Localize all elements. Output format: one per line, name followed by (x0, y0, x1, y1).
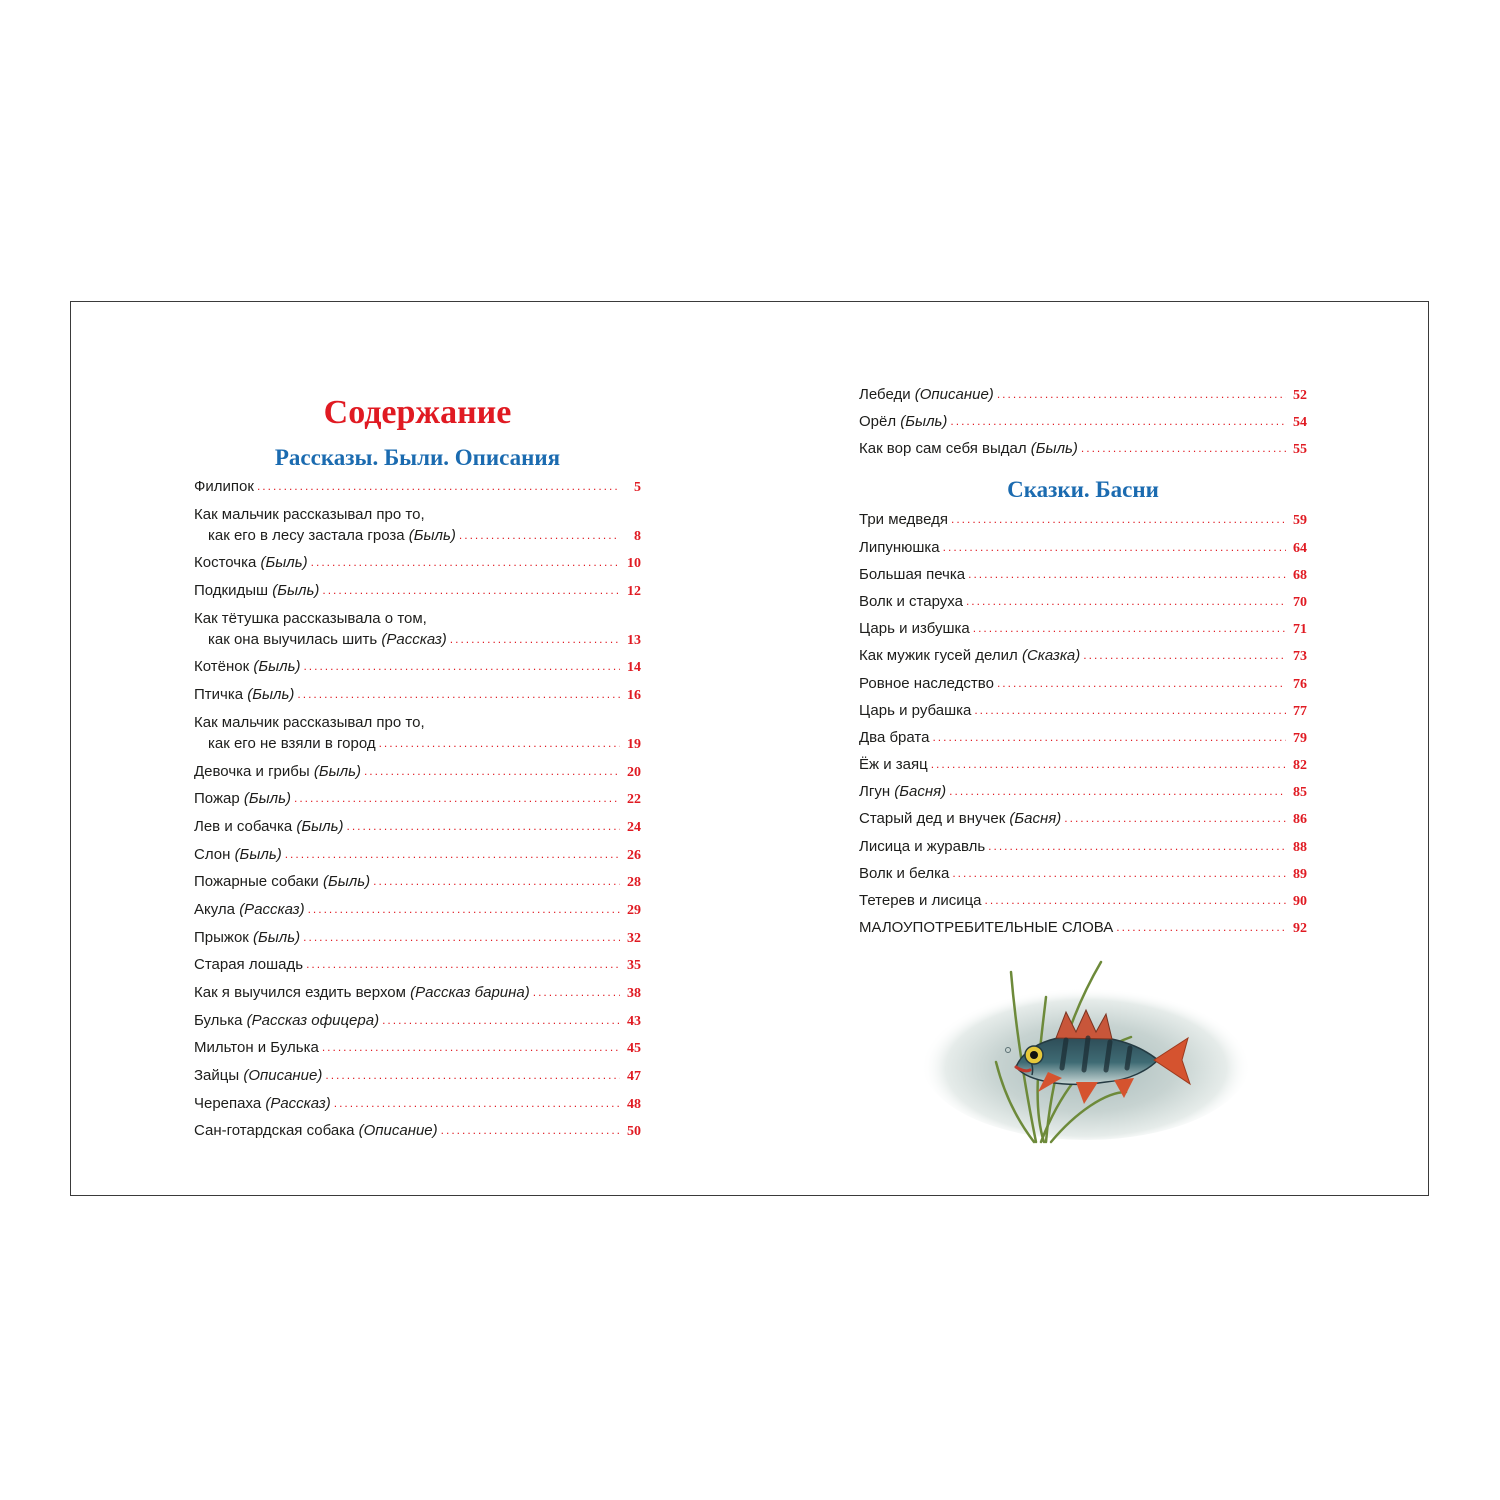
toc-entry-title (194, 552, 308, 573)
toc-entry-title (859, 781, 946, 802)
toc-entry-genre: (Рассказ офицера) (246, 1011, 380, 1029)
toc-entry-page-number: 38 (627, 986, 641, 1001)
dot-leader (303, 656, 620, 677)
toc-entry (194, 712, 641, 755)
toc-entry-title-text: Липунюшка (859, 538, 940, 556)
right-page-column (859, 384, 1307, 944)
toc-entry-page-number: 68 (1293, 567, 1307, 583)
dot-leader (952, 863, 1286, 884)
toc-entry-page-number: 22 (627, 792, 641, 808)
toc-entry-genre: (Быль) (313, 762, 361, 780)
toc-entry-title-text: Старая лошадь (194, 956, 304, 974)
toc-entry-title (859, 537, 940, 558)
toc-entry-title (194, 788, 291, 809)
toc-entry-title-text: Лебеди (859, 386, 911, 403)
toc-entry (194, 844, 641, 866)
toc-entry-genre: (Басня) (894, 783, 947, 801)
toc-entry-title-line1: Как мальчик рассказывал про то, (194, 505, 425, 523)
toc-entry (194, 871, 641, 893)
toc-entry-title (859, 411, 947, 432)
toc-entry-title-text: Филипок (194, 478, 254, 495)
toc-entry-genre: (Быль) (408, 526, 456, 544)
toc-entry (194, 927, 641, 949)
dot-leader (306, 954, 620, 975)
dot-leader (943, 537, 1286, 558)
dot-leader (985, 890, 1286, 911)
toc-entry-page-number: 92 (1293, 921, 1307, 937)
dot-leader (988, 836, 1286, 857)
toc-entry-page-number: 73 (1293, 649, 1307, 665)
toc-entry-title-text: Старый дед и внучек (859, 810, 1006, 828)
toc-entry (194, 816, 641, 838)
dot-leader (441, 1120, 620, 1141)
toc-entry-page-number: 29 (627, 902, 641, 918)
toc-entry (859, 836, 1307, 858)
toc-entry (859, 673, 1307, 695)
toc-entry-title-text: Сан-готардская собака (194, 1122, 355, 1140)
toc-entry-title-text: Пожар (194, 790, 240, 808)
toc-entry-title (859, 863, 949, 884)
dot-leader (322, 1037, 620, 1058)
toc-entry (859, 863, 1307, 885)
toc-entry-title-text: Царь и избушка (859, 620, 970, 638)
toc-entry-page-number: 47 (627, 1069, 641, 1085)
dot-leader (347, 816, 620, 837)
dot-leader (997, 673, 1286, 694)
toc-entry (859, 645, 1307, 667)
toc-entry-page-number: 24 (627, 819, 641, 835)
dot-leader (308, 899, 620, 920)
toc-entry (194, 1065, 641, 1087)
toc-entry-page-number: 55 (1293, 442, 1307, 458)
dot-leader (1116, 917, 1286, 938)
toc-entry (859, 618, 1307, 640)
toc-entry-title (208, 733, 376, 754)
toc-entry-title-text: Три медведя (859, 511, 948, 529)
toc-entry-page-number: 76 (1293, 676, 1307, 692)
toc-list-tales (859, 509, 1307, 939)
toc-entry-title-text: Ровное наследство (859, 674, 994, 692)
toc-entry-title-text: Ёж и заяц (859, 756, 928, 774)
dot-leader (382, 1010, 620, 1031)
toc-entry-page-number: 16 (627, 688, 641, 704)
toc-entry-page-number: 64 (1293, 540, 1307, 556)
toc-entry (859, 564, 1307, 586)
toc-entry-genre: (Быль) (296, 817, 344, 835)
book-spread (70, 301, 1429, 1196)
dot-leader (325, 1065, 620, 1086)
toc-entry-title-text: МАЛОУПОТРЕБИТЕЛЬНЫЕ СЛОВА (859, 919, 1114, 937)
toc-entry-title (194, 844, 282, 865)
dot-leader (1083, 645, 1286, 666)
toc-entry (194, 684, 641, 706)
toc-entry-title-line1: Как мальчик рассказывал про то, (194, 713, 425, 731)
toc-entry-page-number: 71 (1293, 622, 1307, 638)
section-title-tales: Сказки. Басни (1007, 477, 1159, 503)
toc-entry-genre: (Быль) (247, 686, 295, 704)
toc-entry-title-text: Орёл (859, 413, 897, 431)
toc-entry-title-text: Как вор сам себя выдал (859, 440, 1027, 458)
toc-entry-page-number: 8 (634, 528, 641, 544)
toc-entry (194, 1093, 641, 1115)
toc-entry-page-number: 88 (1293, 839, 1307, 855)
toc-entry-title (194, 476, 254, 497)
toc-entry-page-number: 82 (1293, 758, 1307, 774)
toc-entry-title-text: Волк и белка (859, 864, 950, 882)
toc-entry-genre: (Рассказ) (265, 1094, 331, 1112)
toc-entry-page-number: 79 (1293, 730, 1307, 746)
toc-entry-page-number: 85 (1293, 785, 1307, 801)
toc-entry-title-text: Большая печка (859, 565, 966, 583)
toc-entry-genre: (Быль) (253, 658, 301, 676)
toc-entry-title (194, 1120, 438, 1141)
toc-entry-page-number: 89 (1293, 866, 1307, 882)
dot-leader (931, 754, 1286, 775)
toc-entry (194, 761, 641, 783)
toc-entry-page-number: 19 (627, 736, 641, 752)
dot-leader (968, 564, 1286, 585)
toc-entry (194, 476, 641, 498)
toc-entry-genre: (Быль) (322, 873, 371, 891)
dot-leader (322, 580, 620, 601)
toc-entry (194, 982, 641, 1004)
toc-entry-page-number: 5 (634, 480, 641, 495)
toc-entry (194, 656, 641, 678)
dot-leader (379, 733, 620, 754)
dot-leader (949, 781, 1286, 802)
toc-entry (194, 1120, 641, 1142)
toc-entry-page-number: 52 (1293, 388, 1307, 403)
toc-entry (194, 552, 641, 574)
toc-entry-genre: (Рассказ барина) (410, 984, 530, 1001)
dot-leader (533, 982, 620, 1003)
contents-title: Содержание (323, 394, 512, 431)
toc-entry (859, 700, 1307, 722)
toc-entry-title (194, 982, 530, 1003)
toc-entry-title-text: как она выучилась шить (208, 630, 378, 648)
toc-entry-genre: (Описание) (358, 1122, 438, 1140)
toc-entry (859, 537, 1307, 559)
toc-entry-page-number: 10 (627, 556, 641, 572)
toc-entry-title-text: Слон (194, 845, 231, 863)
toc-entry-genre: (Быль) (1030, 440, 1078, 458)
toc-entry (194, 1010, 641, 1032)
toc-entry-title-text: Косточка (194, 554, 257, 572)
toc-entry-page-number: 50 (627, 1124, 641, 1140)
toc-entry-title (859, 917, 1113, 938)
toc-entry (859, 384, 1307, 406)
toc-entry-page-number: 59 (1293, 513, 1307, 529)
toc-entry-title-text: Волк и старуха (859, 592, 963, 610)
dot-leader (1064, 808, 1286, 829)
toc-entry-genre: (Рассказ) (239, 900, 305, 918)
toc-entry-title-line1: Как тётушка рассказывала о том, (194, 609, 427, 627)
toc-entry (194, 608, 641, 651)
toc-entry-page-number: 13 (627, 632, 641, 648)
toc-entry (859, 411, 1307, 433)
toc-entry-title-text: как его не взяли в город (208, 734, 376, 752)
toc-entry (859, 754, 1307, 776)
toc-entry-title-text: Как мужик гусей делил (859, 647, 1018, 665)
toc-entry-title-text: Прыжок (194, 928, 249, 946)
toc-entry-title (194, 954, 303, 975)
toc-entry (859, 727, 1307, 749)
toc-entry-genre: (Быль) (260, 554, 308, 572)
toc-entry-genre: (Быль) (243, 790, 291, 808)
dot-leader (373, 871, 620, 892)
toc-entry-title-text: Булька (194, 1011, 243, 1029)
toc-entry (859, 917, 1307, 939)
toc-entry-page-number: 45 (627, 1041, 641, 1057)
toc-entry-title-text: Птичка (194, 686, 244, 704)
toc-entry (194, 580, 641, 602)
dot-leader (932, 727, 1286, 748)
toc-entry-title (859, 645, 1080, 666)
toc-entry-page-number: 48 (627, 1096, 641, 1112)
toc-entry-title (194, 1010, 379, 1031)
toc-entry-title (194, 899, 305, 920)
toc-entry-title (194, 1037, 319, 1058)
toc-entry-title (859, 754, 928, 775)
toc-entry (194, 788, 641, 810)
dot-leader (459, 525, 620, 546)
toc-entry-title-text: Лисица и журавль (859, 837, 986, 855)
dot-leader (334, 1093, 620, 1114)
toc-entry-title (859, 700, 971, 721)
toc-entry-title (194, 871, 370, 892)
toc-entry (859, 890, 1307, 912)
toc-entry-title (194, 684, 294, 705)
toc-entry-title-text: Тетерев и лисица (859, 892, 982, 909)
toc-entry (194, 1037, 641, 1059)
toc-entry-title-text: как его в лесу застала гроза (208, 526, 405, 544)
toc-entry (859, 509, 1307, 531)
toc-entry-page-number: 77 (1293, 703, 1307, 719)
dot-leader (997, 384, 1286, 405)
toc-entry-page-number: 35 (627, 958, 641, 974)
toc-entry-genre: (Описание) (243, 1067, 323, 1085)
toc-entry-title-text: Лев и собачка (194, 817, 293, 835)
dot-leader (974, 700, 1286, 721)
toc-entry-title (208, 525, 456, 546)
toc-entry-page-number: 12 (627, 584, 641, 600)
toc-entry (194, 899, 641, 921)
toc-list-stories (194, 476, 641, 1142)
toc-entry-title (194, 580, 319, 601)
left-page-column (194, 384, 641, 1148)
toc-entry-page-number: 86 (1293, 812, 1307, 828)
toc-entry (859, 808, 1307, 830)
toc-entry-title (194, 816, 344, 837)
toc-entry-title-text: Мильтон и Булька (194, 1039, 319, 1057)
dot-leader (297, 684, 620, 705)
section-title-stories: Рассказы. Были. Описания (274, 445, 561, 470)
toc-entry-title (859, 564, 965, 585)
dot-leader (966, 591, 1286, 612)
toc-entry-genre: (Быль) (253, 928, 301, 946)
toc-entry-title-text: Лгун (859, 783, 891, 801)
dot-leader (294, 788, 620, 809)
dot-leader (364, 761, 620, 782)
toc-entry-genre: (Быль) (900, 413, 948, 431)
toc-entry-title-text: Черепаха (194, 1094, 262, 1112)
toc-entry-title (194, 656, 300, 677)
toc-entry-title (194, 927, 300, 948)
toc-entry-page-number: 43 (627, 1013, 641, 1029)
toc-entry-title-text: Царь и рубашка (859, 701, 972, 719)
toc-entry (194, 504, 641, 547)
toc-entry-page-number: 14 (627, 660, 641, 676)
toc-entry-page-number: 32 (627, 930, 641, 946)
dot-leader (951, 509, 1286, 530)
dot-leader (311, 552, 620, 573)
toc-entry (859, 438, 1307, 460)
dot-leader (450, 629, 620, 650)
toc-entry-genre: (Описание) (914, 386, 994, 403)
toc-entry-page-number: 26 (627, 847, 641, 863)
toc-entry-page-number: 54 (1293, 415, 1307, 431)
toc-entry-title (859, 384, 994, 405)
toc-entry-title (859, 673, 994, 694)
toc-entry-genre: (Сказка) (1021, 647, 1081, 665)
toc-entry-title (859, 836, 985, 857)
toc-entry-title (194, 1065, 322, 1086)
toc-entry-title-text: Пожарные собаки (194, 873, 319, 891)
toc-entry-genre: (Басня) (1009, 810, 1062, 828)
toc-list-continued (859, 384, 1307, 460)
toc-entry-title (859, 808, 1061, 829)
toc-entry-genre: (Быль) (234, 845, 282, 863)
dot-leader (257, 476, 620, 497)
toc-entry-genre: (Рассказ) (381, 630, 447, 648)
toc-entry-page-number: 20 (627, 764, 641, 780)
dot-leader (1081, 438, 1286, 459)
toc-entry-title (194, 761, 361, 782)
toc-entry-title (859, 618, 970, 639)
toc-entry-title (859, 509, 948, 530)
toc-entry-title-text: Два брата (859, 728, 930, 746)
toc-entry-title (859, 591, 963, 612)
dot-leader (973, 618, 1286, 639)
toc-entry (194, 954, 641, 976)
toc-entry-page-number: 90 (1293, 894, 1307, 909)
toc-entry (859, 591, 1307, 613)
toc-entry-title-text: Подкидыш (194, 582, 269, 600)
toc-entry-title-text: Девочка и грибы (194, 762, 310, 780)
toc-entry-title-text: Как я выучился ездить верхом (194, 984, 406, 1001)
toc-entry-page-number: 70 (1293, 594, 1307, 610)
dot-leader (950, 411, 1286, 432)
toc-entry-title (859, 890, 982, 911)
perch-fish-illustration (916, 942, 1256, 1152)
toc-entry-title-text: Акула (194, 900, 236, 918)
dot-leader (303, 927, 620, 948)
toc-entry-title-text: Зайцы (194, 1067, 240, 1085)
toc-entry-title (859, 438, 1078, 459)
toc-entry-page-number: 28 (627, 875, 641, 891)
toc-entry-title (208, 629, 447, 650)
toc-entry-title-text: Котёнок (194, 658, 250, 676)
toc-entry-genre: (Быль) (272, 582, 320, 600)
toc-entry-title (859, 727, 929, 748)
toc-entry-title (194, 1093, 331, 1114)
dot-leader (285, 844, 620, 865)
toc-entry (859, 781, 1307, 803)
